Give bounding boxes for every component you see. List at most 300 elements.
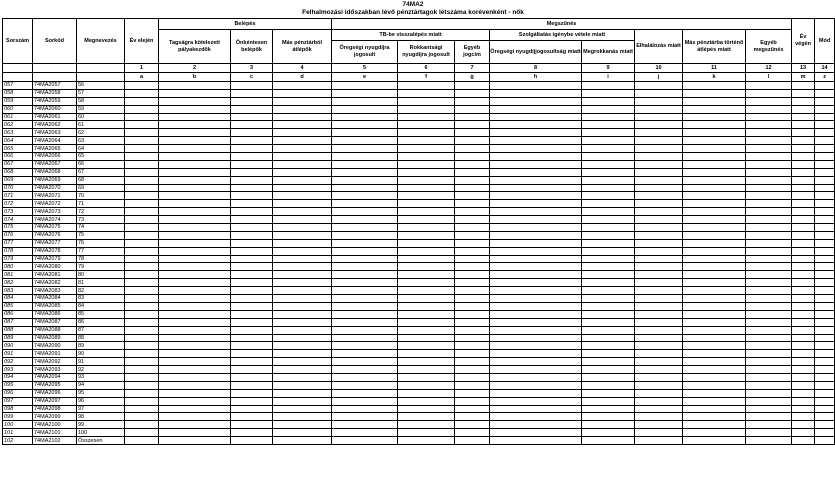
data-cell[interactable] [125, 192, 159, 200]
data-cell[interactable] [815, 200, 835, 208]
data-cell[interactable] [455, 350, 490, 358]
data-cell[interactable] [231, 200, 273, 208]
data-cell[interactable] [746, 224, 792, 232]
data-cell[interactable] [455, 366, 490, 374]
data-cell[interactable] [746, 255, 792, 263]
data-cell[interactable] [490, 145, 582, 153]
data-cell[interactable] [125, 224, 159, 232]
data-cell[interactable] [159, 318, 231, 326]
data-cell[interactable] [231, 334, 273, 342]
data-cell[interactable] [231, 192, 273, 200]
data-cell[interactable] [582, 255, 635, 263]
data-cell[interactable] [332, 216, 398, 224]
data-cell[interactable] [332, 168, 398, 176]
data-cell[interactable] [455, 326, 490, 334]
data-cell[interactable] [125, 216, 159, 224]
data-cell[interactable] [273, 176, 332, 184]
data-cell[interactable] [455, 153, 490, 161]
data-cell[interactable] [332, 97, 398, 105]
data-cell[interactable] [683, 121, 746, 129]
data-cell[interactable] [746, 381, 792, 389]
data-cell[interactable] [125, 255, 159, 263]
data-cell[interactable] [635, 405, 683, 413]
data-cell[interactable] [455, 318, 490, 326]
data-cell[interactable] [125, 145, 159, 153]
data-cell[interactable] [582, 121, 635, 129]
data-cell[interactable] [792, 381, 815, 389]
data-cell[interactable] [746, 310, 792, 318]
data-cell[interactable] [683, 310, 746, 318]
data-cell[interactable] [159, 287, 231, 295]
data-cell[interactable] [332, 405, 398, 413]
data-cell[interactable] [746, 145, 792, 153]
data-cell[interactable] [815, 421, 835, 429]
data-cell[interactable] [582, 397, 635, 405]
data-cell[interactable] [159, 153, 231, 161]
data-cell[interactable] [125, 176, 159, 184]
data-cell[interactable] [490, 437, 582, 445]
data-cell[interactable] [332, 350, 398, 358]
data-cell[interactable] [582, 334, 635, 342]
data-cell[interactable] [582, 295, 635, 303]
data-cell[interactable] [398, 271, 455, 279]
data-cell[interactable] [273, 389, 332, 397]
data-cell[interactable] [635, 113, 683, 121]
data-cell[interactable] [792, 271, 815, 279]
data-cell[interactable] [332, 334, 398, 342]
data-cell[interactable] [746, 373, 792, 381]
data-cell[interactable] [159, 381, 231, 389]
data-cell[interactable] [815, 381, 835, 389]
data-cell[interactable] [490, 176, 582, 184]
data-cell[interactable] [683, 397, 746, 405]
data-cell[interactable] [792, 350, 815, 358]
data-cell[interactable] [273, 350, 332, 358]
data-cell[interactable] [815, 137, 835, 145]
data-cell[interactable] [490, 192, 582, 200]
data-cell[interactable] [815, 97, 835, 105]
data-cell[interactable] [490, 200, 582, 208]
data-cell[interactable] [455, 271, 490, 279]
data-cell[interactable] [332, 137, 398, 145]
data-cell[interactable] [159, 255, 231, 263]
data-cell[interactable] [815, 366, 835, 374]
data-cell[interactable] [792, 302, 815, 310]
data-cell[interactable] [231, 216, 273, 224]
data-cell[interactable] [635, 168, 683, 176]
data-cell[interactable] [815, 216, 835, 224]
data-cell[interactable] [332, 271, 398, 279]
data-cell[interactable] [683, 302, 746, 310]
data-cell[interactable] [159, 302, 231, 310]
data-cell[interactable] [332, 358, 398, 366]
data-cell[interactable] [815, 153, 835, 161]
data-cell[interactable] [231, 137, 273, 145]
data-cell[interactable] [683, 176, 746, 184]
data-cell[interactable] [792, 82, 815, 90]
data-cell[interactable] [792, 153, 815, 161]
data-cell[interactable] [635, 184, 683, 192]
data-cell[interactable] [815, 82, 835, 90]
data-cell[interactable] [683, 429, 746, 437]
data-cell[interactable] [332, 429, 398, 437]
data-cell[interactable] [332, 413, 398, 421]
data-cell[interactable] [683, 113, 746, 121]
data-cell[interactable] [231, 318, 273, 326]
data-cell[interactable] [231, 271, 273, 279]
data-cell[interactable] [231, 184, 273, 192]
data-cell[interactable] [490, 405, 582, 413]
data-cell[interactable] [159, 105, 231, 113]
data-cell[interactable] [332, 302, 398, 310]
data-cell[interactable] [635, 224, 683, 232]
data-cell[interactable] [635, 271, 683, 279]
data-cell[interactable] [490, 318, 582, 326]
data-cell[interactable] [455, 113, 490, 121]
data-cell[interactable] [455, 200, 490, 208]
data-cell[interactable] [683, 192, 746, 200]
data-cell[interactable] [490, 358, 582, 366]
data-cell[interactable] [455, 405, 490, 413]
data-cell[interactable] [125, 153, 159, 161]
data-cell[interactable] [683, 318, 746, 326]
data-cell[interactable] [159, 247, 231, 255]
data-cell[interactable] [159, 413, 231, 421]
data-cell[interactable] [635, 350, 683, 358]
data-cell[interactable] [792, 89, 815, 97]
data-cell[interactable] [125, 302, 159, 310]
data-cell[interactable] [231, 82, 273, 90]
data-cell[interactable] [792, 429, 815, 437]
data-cell[interactable] [490, 279, 582, 287]
data-cell[interactable] [683, 326, 746, 334]
data-cell[interactable] [125, 105, 159, 113]
data-cell[interactable] [635, 421, 683, 429]
data-cell[interactable] [815, 397, 835, 405]
data-cell[interactable] [231, 279, 273, 287]
data-cell[interactable] [635, 176, 683, 184]
data-cell[interactable] [815, 429, 835, 437]
data-cell[interactable] [455, 342, 490, 350]
data-cell[interactable] [273, 366, 332, 374]
data-cell[interactable] [231, 381, 273, 389]
data-cell[interactable] [683, 287, 746, 295]
data-cell[interactable] [582, 200, 635, 208]
data-cell[interactable] [635, 429, 683, 437]
data-cell[interactable] [815, 231, 835, 239]
data-cell[interactable] [455, 82, 490, 90]
data-cell[interactable] [490, 326, 582, 334]
data-cell[interactable] [746, 405, 792, 413]
data-cell[interactable] [815, 263, 835, 271]
data-cell[interactable] [332, 318, 398, 326]
data-cell[interactable] [125, 358, 159, 366]
data-cell[interactable] [398, 310, 455, 318]
data-cell[interactable] [159, 366, 231, 374]
data-cell[interactable] [792, 216, 815, 224]
data-cell[interactable] [490, 334, 582, 342]
data-cell[interactable] [159, 137, 231, 145]
data-cell[interactable] [332, 366, 398, 374]
data-cell[interactable] [159, 437, 231, 445]
data-cell[interactable] [792, 168, 815, 176]
data-cell[interactable] [792, 255, 815, 263]
data-cell[interactable] [398, 168, 455, 176]
data-cell[interactable] [159, 89, 231, 97]
data-cell[interactable] [815, 373, 835, 381]
data-cell[interactable] [273, 200, 332, 208]
data-cell[interactable] [582, 82, 635, 90]
data-cell[interactable] [815, 224, 835, 232]
data-cell[interactable] [125, 89, 159, 97]
data-cell[interactable] [635, 145, 683, 153]
data-cell[interactable] [398, 216, 455, 224]
data-cell[interactable] [455, 121, 490, 129]
data-cell[interactable] [273, 145, 332, 153]
data-cell[interactable] [815, 176, 835, 184]
data-cell[interactable] [582, 287, 635, 295]
data-cell[interactable] [582, 421, 635, 429]
data-cell[interactable] [815, 184, 835, 192]
data-cell[interactable] [455, 247, 490, 255]
data-cell[interactable] [159, 326, 231, 334]
data-cell[interactable] [746, 82, 792, 90]
data-cell[interactable] [792, 279, 815, 287]
data-cell[interactable] [746, 231, 792, 239]
data-cell[interactable] [159, 97, 231, 105]
data-cell[interactable] [635, 208, 683, 216]
data-cell[interactable] [398, 153, 455, 161]
data-cell[interactable] [815, 129, 835, 137]
data-cell[interactable] [455, 216, 490, 224]
data-cell[interactable] [273, 105, 332, 113]
data-cell[interactable] [746, 271, 792, 279]
data-cell[interactable] [231, 247, 273, 255]
data-cell[interactable] [683, 405, 746, 413]
data-cell[interactable] [231, 97, 273, 105]
data-cell[interactable] [746, 192, 792, 200]
data-cell[interactable] [792, 239, 815, 247]
data-cell[interactable] [455, 239, 490, 247]
data-cell[interactable] [125, 295, 159, 303]
data-cell[interactable] [125, 82, 159, 90]
data-cell[interactable] [635, 334, 683, 342]
data-cell[interactable] [582, 224, 635, 232]
data-cell[interactable] [455, 381, 490, 389]
data-cell[interactable] [273, 208, 332, 216]
data-cell[interactable] [635, 231, 683, 239]
data-cell[interactable] [273, 89, 332, 97]
data-cell[interactable] [231, 176, 273, 184]
data-cell[interactable] [159, 231, 231, 239]
data-cell[interactable] [455, 129, 490, 137]
data-cell[interactable] [490, 184, 582, 192]
data-cell[interactable] [398, 160, 455, 168]
data-cell[interactable] [159, 208, 231, 216]
data-cell[interactable] [683, 82, 746, 90]
data-cell[interactable] [455, 89, 490, 97]
data-cell[interactable] [815, 271, 835, 279]
data-cell[interactable] [273, 310, 332, 318]
data-cell[interactable] [635, 413, 683, 421]
data-cell[interactable] [125, 310, 159, 318]
data-cell[interactable] [683, 279, 746, 287]
data-cell[interactable] [332, 145, 398, 153]
data-cell[interactable] [490, 366, 582, 374]
data-cell[interactable] [582, 153, 635, 161]
data-cell[interactable] [398, 82, 455, 90]
data-cell[interactable] [792, 176, 815, 184]
data-cell[interactable] [490, 263, 582, 271]
data-cell[interactable] [815, 358, 835, 366]
data-cell[interactable] [125, 279, 159, 287]
data-cell[interactable] [635, 326, 683, 334]
data-cell[interactable] [746, 216, 792, 224]
data-cell[interactable] [683, 263, 746, 271]
data-cell[interactable] [815, 334, 835, 342]
data-cell[interactable] [231, 208, 273, 216]
data-cell[interactable] [683, 216, 746, 224]
data-cell[interactable] [582, 160, 635, 168]
data-cell[interactable] [635, 366, 683, 374]
data-cell[interactable] [332, 82, 398, 90]
data-cell[interactable] [635, 239, 683, 247]
data-cell[interactable] [490, 413, 582, 421]
data-cell[interactable] [815, 105, 835, 113]
data-cell[interactable] [490, 97, 582, 105]
data-cell[interactable] [273, 184, 332, 192]
data-cell[interactable] [125, 334, 159, 342]
data-cell[interactable] [332, 389, 398, 397]
data-cell[interactable] [582, 279, 635, 287]
data-cell[interactable] [455, 160, 490, 168]
data-cell[interactable] [582, 239, 635, 247]
data-cell[interactable] [125, 208, 159, 216]
data-cell[interactable] [815, 247, 835, 255]
data-cell[interactable] [815, 342, 835, 350]
data-cell[interactable] [815, 121, 835, 129]
data-cell[interactable] [490, 310, 582, 318]
data-cell[interactable] [159, 176, 231, 184]
data-cell[interactable] [273, 279, 332, 287]
data-cell[interactable] [746, 137, 792, 145]
data-cell[interactable] [792, 121, 815, 129]
data-cell[interactable] [125, 239, 159, 247]
data-cell[interactable] [635, 192, 683, 200]
data-cell[interactable] [231, 129, 273, 137]
data-cell[interactable] [683, 239, 746, 247]
data-cell[interactable] [398, 129, 455, 137]
data-cell[interactable] [792, 358, 815, 366]
data-cell[interactable] [455, 295, 490, 303]
data-cell[interactable] [273, 413, 332, 421]
data-cell[interactable] [159, 224, 231, 232]
data-cell[interactable] [231, 121, 273, 129]
data-cell[interactable] [683, 247, 746, 255]
data-cell[interactable] [490, 287, 582, 295]
data-cell[interactable] [332, 113, 398, 121]
data-cell[interactable] [398, 295, 455, 303]
data-cell[interactable] [635, 263, 683, 271]
data-cell[interactable] [125, 137, 159, 145]
data-cell[interactable] [273, 287, 332, 295]
data-cell[interactable] [159, 429, 231, 437]
data-cell[interactable] [398, 97, 455, 105]
data-cell[interactable] [635, 302, 683, 310]
data-cell[interactable] [273, 255, 332, 263]
data-cell[interactable] [125, 373, 159, 381]
data-cell[interactable] [455, 358, 490, 366]
data-cell[interactable] [746, 239, 792, 247]
data-cell[interactable] [332, 295, 398, 303]
data-cell[interactable] [635, 255, 683, 263]
data-cell[interactable] [273, 129, 332, 137]
data-cell[interactable] [815, 437, 835, 445]
data-cell[interactable] [125, 121, 159, 129]
data-cell[interactable] [635, 216, 683, 224]
data-cell[interactable] [815, 318, 835, 326]
data-cell[interactable] [273, 82, 332, 90]
data-cell[interactable] [398, 105, 455, 113]
data-cell[interactable] [159, 373, 231, 381]
data-cell[interactable] [273, 239, 332, 247]
data-cell[interactable] [455, 413, 490, 421]
data-cell[interactable] [490, 350, 582, 358]
data-cell[interactable] [273, 216, 332, 224]
data-cell[interactable] [746, 397, 792, 405]
data-cell[interactable] [231, 145, 273, 153]
data-cell[interactable] [332, 255, 398, 263]
data-cell[interactable] [683, 350, 746, 358]
data-cell[interactable] [746, 200, 792, 208]
data-cell[interactable] [455, 224, 490, 232]
data-cell[interactable] [490, 247, 582, 255]
data-cell[interactable] [683, 342, 746, 350]
data-cell[interactable] [273, 342, 332, 350]
data-cell[interactable] [746, 168, 792, 176]
data-cell[interactable] [582, 373, 635, 381]
data-cell[interactable] [792, 145, 815, 153]
data-cell[interactable] [231, 421, 273, 429]
data-cell[interactable] [398, 231, 455, 239]
data-cell[interactable] [582, 389, 635, 397]
data-cell[interactable] [746, 350, 792, 358]
data-cell[interactable] [398, 302, 455, 310]
data-cell[interactable] [332, 437, 398, 445]
data-cell[interactable] [490, 113, 582, 121]
data-cell[interactable] [490, 271, 582, 279]
data-cell[interactable] [159, 310, 231, 318]
data-cell[interactable] [635, 160, 683, 168]
data-cell[interactable] [746, 184, 792, 192]
data-cell[interactable] [398, 263, 455, 271]
data-cell[interactable] [455, 137, 490, 145]
data-cell[interactable] [582, 271, 635, 279]
data-cell[interactable] [273, 334, 332, 342]
data-cell[interactable] [125, 366, 159, 374]
data-cell[interactable] [490, 373, 582, 381]
data-cell[interactable] [582, 405, 635, 413]
data-cell[interactable] [398, 366, 455, 374]
data-cell[interactable] [398, 208, 455, 216]
data-cell[interactable] [490, 381, 582, 389]
data-cell[interactable] [683, 208, 746, 216]
data-cell[interactable] [815, 350, 835, 358]
data-cell[interactable] [582, 97, 635, 105]
data-cell[interactable] [125, 200, 159, 208]
data-cell[interactable] [792, 405, 815, 413]
data-cell[interactable] [683, 168, 746, 176]
